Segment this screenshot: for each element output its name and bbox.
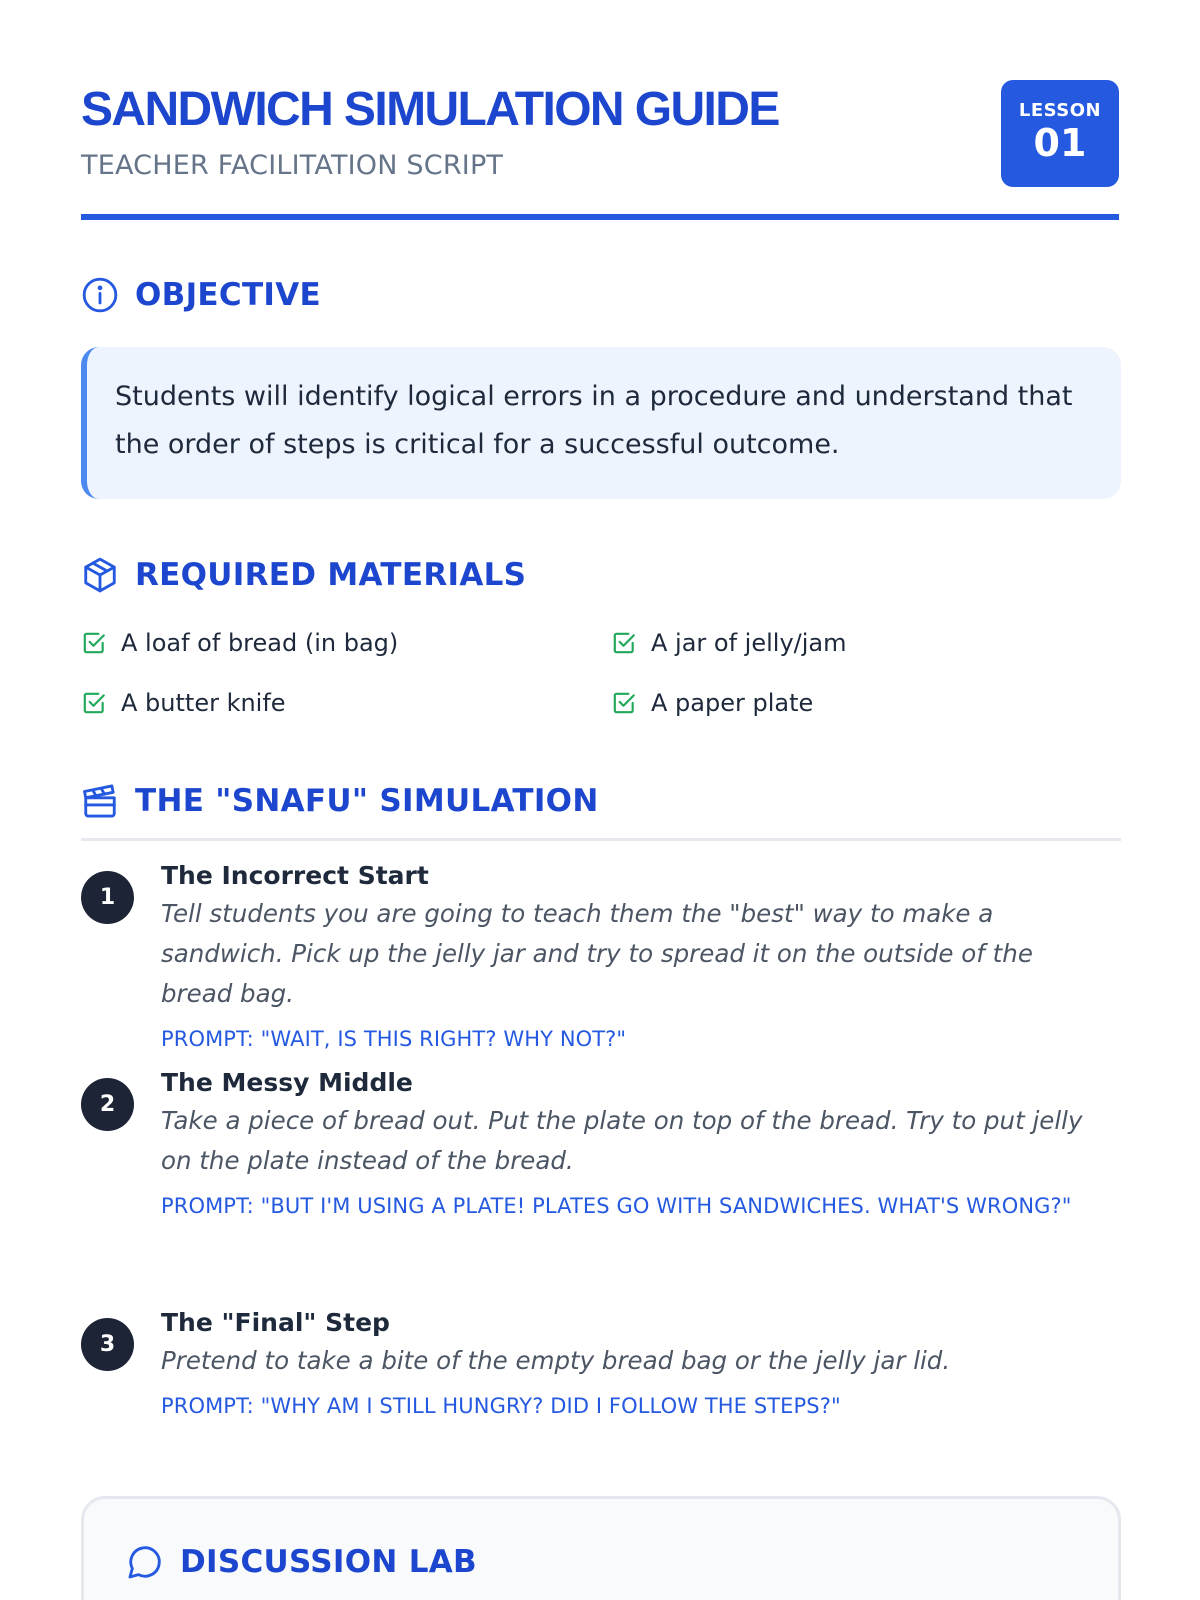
- box-icon: [81, 556, 119, 594]
- step-prompt: PROMPT: "BUT I'M USING A PLATE! PLATES GO WITH SANDWICHES. WHAT'S WRONG?": [161, 1194, 1072, 1218]
- step-body: [161, 1068, 1111, 1223]
- simulation-title: THE "SNAFU" SIMULATION: [135, 782, 599, 819]
- step-number: 1: [81, 871, 134, 924]
- step-body: [161, 861, 1111, 1056]
- step-prompt: PROMPT: "WHY AM I STILL HUNGRY? DID I FOLLOW THE STEPS?": [161, 1394, 841, 1418]
- material-label: A paper plate: [651, 689, 814, 717]
- checkbox-checked-icon: [611, 690, 637, 716]
- material-item: [611, 628, 1121, 658]
- step-description: Tell students you are going to teach them the "best" way to make a sandwich. Pick up the jelly jar and try to spread it on the outside of the bread bag.: [161, 899, 1033, 1008]
- material-label: A jar of jelly/jam: [651, 629, 847, 657]
- title-block: [81, 80, 779, 179]
- discussion-title: DISCUSSION LAB: [180, 1543, 477, 1580]
- material-item: [611, 688, 1121, 718]
- simulation-heading: [81, 782, 599, 820]
- checkbox-checked-icon: [81, 690, 107, 716]
- objective-heading: [81, 276, 321, 314]
- lesson-number: 01: [1033, 121, 1087, 165]
- step-title: The Messy Middle: [161, 1068, 413, 1097]
- step-number: 2: [81, 1078, 134, 1131]
- material-item: [81, 628, 611, 658]
- guide-header: [81, 80, 1119, 220]
- step-body: [161, 1308, 1111, 1423]
- chat-bubble-icon: [126, 1543, 164, 1581]
- checkbox-checked-icon: [611, 630, 637, 656]
- materials-list: [81, 628, 1121, 718]
- step-description: Take a piece of bread out. Put the plate on top of the bread. Try to put jelly on the plate instead of the bread.: [161, 1106, 1083, 1175]
- objective-title: OBJECTIVE: [135, 276, 321, 313]
- checkbox-checked-icon: [81, 630, 107, 656]
- step-number: 3: [81, 1318, 134, 1371]
- material-label: A loaf of bread (in bag): [121, 629, 399, 657]
- step-title: The Incorrect Start: [161, 861, 429, 890]
- objective-callout: [81, 347, 1121, 499]
- discussion-lab-card: [81, 1496, 1121, 1600]
- material-label: A butter knife: [121, 689, 286, 717]
- clapperboard-icon: [81, 782, 119, 820]
- lesson-label: LESSON: [1018, 100, 1102, 121]
- step-description: Pretend to take a bite of the empty bread bag or the jelly jar lid.: [161, 1346, 951, 1375]
- lesson-badge: [1001, 80, 1119, 187]
- step-prompt: PROMPT: "WAIT, IS THIS RIGHT? WHY NOT?": [161, 1027, 627, 1051]
- materials-title: REQUIRED MATERIALS: [135, 556, 527, 593]
- material-item: [81, 688, 611, 718]
- page-subtitle: TEACHER FACILITATION SCRIPT: [81, 150, 504, 181]
- page-title: SANDWICH SIMULATION GUIDE: [81, 83, 779, 136]
- objective-text: Students will identify logical errors in a procedure and understand that the order of steps is critical for a successful outcome.: [115, 381, 1073, 460]
- info-icon: [81, 276, 119, 314]
- discussion-heading: [126, 1543, 477, 1581]
- step-title: The "Final" Step: [161, 1308, 390, 1337]
- section-divider: [81, 838, 1121, 841]
- materials-heading: [81, 556, 526, 594]
